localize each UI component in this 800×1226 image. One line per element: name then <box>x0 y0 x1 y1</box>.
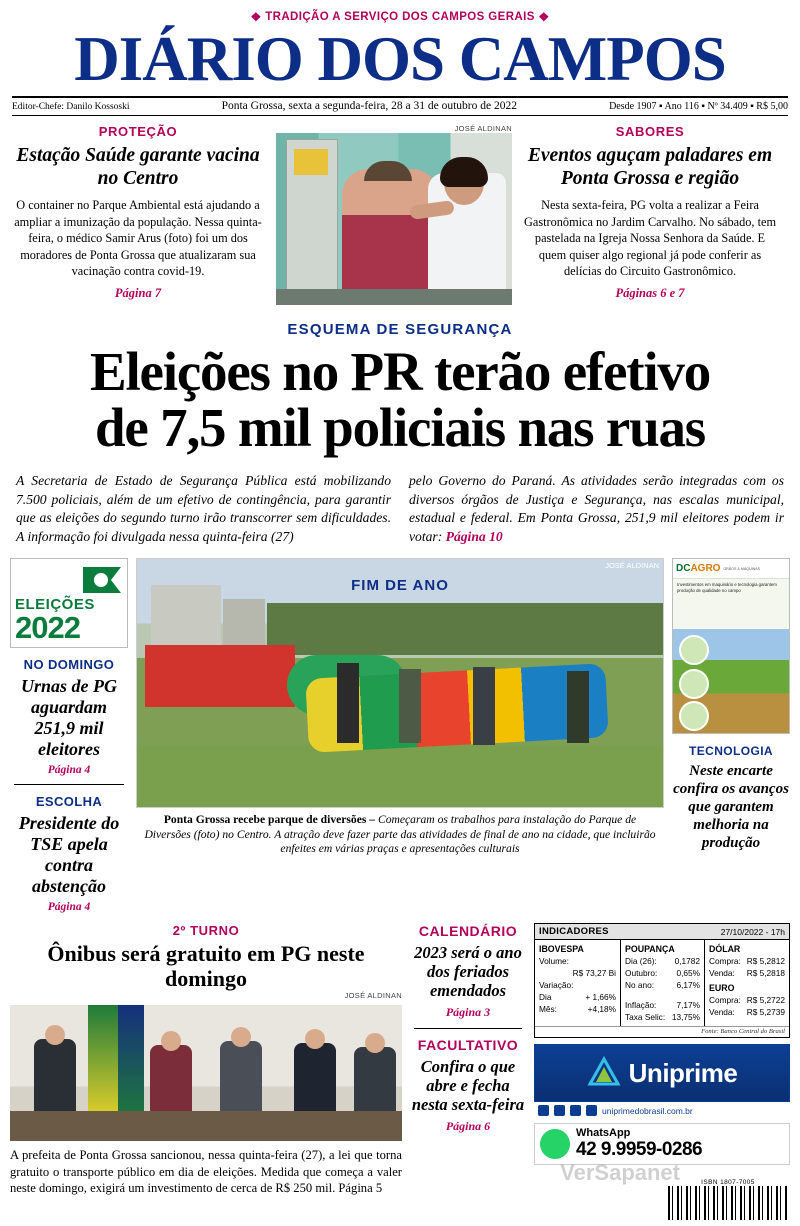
briefs-column <box>410 923 526 1197</box>
row-value: 0,65% <box>676 968 700 978</box>
row-label: Mês: <box>539 1004 557 1014</box>
indicators-and-ads <box>534 923 790 1197</box>
main-headline <box>10 341 790 458</box>
row-value: +4,18% <box>587 1004 616 1014</box>
headline-protecao: Estação Saúde garante vacina no Centro <box>16 145 260 189</box>
row-value: R$ 5,2812 <box>746 956 785 966</box>
youtube-icon[interactable] <box>570 1105 581 1116</box>
page-title: DIÁRIO DOS CAMPOS <box>74 24 726 94</box>
facebook-icon[interactable] <box>586 1105 597 1116</box>
row-label: Compra: <box>709 995 741 1005</box>
row-value: R$ 5,2722 <box>746 995 785 1005</box>
row-value: 7,17% <box>676 1000 700 1010</box>
agro-logo-text: DCAGRO <box>676 563 721 574</box>
page-ref-facultativo[interactable]: Página 6 <box>445 1119 491 1133</box>
fleur-icon: ❖ <box>538 10 550 24</box>
headline-sabores: Eventos aguçam paladares em Ponta Grossa e região <box>527 145 773 189</box>
watermark: VerSapanet <box>560 1160 680 1185</box>
kicker-calendario: CALENDÁRIO <box>418 923 518 939</box>
whatsapp-label: WhatsApp <box>576 1127 631 1139</box>
col-header-dolar: DÓLAR <box>709 944 741 954</box>
tagline-text: TRADIÇÃO A SERVIÇO DOS CAMPOS GERAIS <box>265 11 535 23</box>
ad-whatsapp[interactable] <box>534 1123 790 1165</box>
page-ref-escolha[interactable]: Página 4 <box>47 901 91 913</box>
body-sabores: Nesta sexta-feira, PG volta a realizar a Feira Gastronômica no Jardim Carvalho. No sábado, tem pastelada na Igreja Nossa Senhora da Saúde. E quem quiser algo regional já pode conferir as delícias do Circuito Gastronômico. <box>523 198 777 278</box>
top-photo-column <box>276 124 512 305</box>
isbn-text: ISBN 1807-7005 <box>701 1179 755 1186</box>
dateline: Ponta Grossa, sexta a segunda-feira, 28 a 31 de outubro de 2022 <box>221 100 517 112</box>
row-value: + 1,66% <box>585 992 616 1002</box>
uniprime-name: Uniprime <box>628 1057 738 1088</box>
lower-section <box>10 923 790 1197</box>
story-sabores <box>522 124 778 305</box>
kicker-2-turno: 2º TURNO <box>172 923 240 938</box>
photo-vaccination <box>276 133 512 305</box>
row-value: 6,17% <box>676 980 700 990</box>
middle-band <box>10 558 790 913</box>
main-headline-line2: de 7,5 mil policiais nas ruas <box>95 397 705 458</box>
ad-dc-agro[interactable] <box>672 558 790 734</box>
row-label: Taxa Selic: <box>625 1012 666 1022</box>
row-value: R$ 5,2818 <box>746 968 785 978</box>
uniprime-logo-icon <box>587 1056 621 1090</box>
kicker-sabores: SABORES <box>615 124 685 139</box>
col-header-poupanca: POUPANÇA <box>625 944 675 954</box>
caption-lead: Ponta Grossa recebe parque de diversões – <box>163 813 376 826</box>
page-ref-sabores[interactable]: Páginas 6 e 7 <box>615 285 685 300</box>
uniprime-website[interactable]: uniprimedobrasil.com.br <box>602 1105 693 1116</box>
page-ref-calendario[interactable]: Página 3 <box>445 1005 491 1019</box>
page-ref-bus-free[interactable]: Página 5 <box>338 1181 383 1195</box>
photo-city-hall <box>10 1005 402 1141</box>
text-tecnologia: Neste encarte confira os avanços que garantem melhoria na produção <box>673 763 789 851</box>
kicker-tecnologia: TECNOLOGIA <box>689 744 773 758</box>
agro-ad-text: Investimentos em maquinário e tecnologia garantem produção de qualidade no campo <box>677 582 777 593</box>
kicker-main-story: ESQUEMA DE SEGURANÇA <box>287 321 513 338</box>
instagram-icon[interactable] <box>538 1105 549 1116</box>
col-header-euro: EURO <box>709 983 735 993</box>
divider <box>414 1028 522 1029</box>
row-label: No ano: <box>625 980 655 990</box>
elections-logo-small: ELEIÇÕES <box>15 596 95 613</box>
page-ref-protecao[interactable]: Página 7 <box>114 285 162 300</box>
headline-facultativo: Confira o que abre e fecha nesta sexta-feira <box>411 1057 525 1114</box>
agro-logo-sub: GRÃOS & MÁQUINAS <box>723 566 760 571</box>
headline-bus-free: Ônibus será gratuito em PG neste domingo <box>47 941 365 991</box>
row-label: Compra: <box>709 956 741 966</box>
row-label: Dia (26): <box>625 956 657 966</box>
indicators-title: INDICADORES <box>539 926 609 937</box>
indicators-datetime: 27/10/2022 - 17h <box>720 926 785 937</box>
ad-uniprime[interactable] <box>534 1044 790 1102</box>
indicators-col-poupanca <box>621 940 705 1026</box>
photo-caption <box>136 808 664 857</box>
headline-calendario: 2023 será o ano dos feriados emendados <box>414 943 522 1000</box>
body-protecao: O container no Parque Ambiental está ajudando a ampliar a imunização da população. Nessa quinta-feira, o médico Samir Arus (foto) foi um dos moradores de Ponta Grossa que atualizaram sua vacinação contra covid-19. <box>14 198 262 278</box>
barcode-bars <box>668 1186 788 1220</box>
row-label: Volume: <box>539 956 569 966</box>
photo-credit: JOSÉ ALDINAN <box>454 124 512 133</box>
lede-right <box>409 472 784 546</box>
row-value: 13,75% <box>671 1012 700 1022</box>
masthead-meta <box>10 98 790 112</box>
agro-ad-column <box>672 558 790 913</box>
indicators-col-currency <box>705 940 789 1026</box>
headline-escolha: Presidente do TSE apela contra abstenção <box>18 813 120 896</box>
story-protecao <box>10 124 266 305</box>
indicators-source: Fonte: Banco Central do Brasil <box>535 1026 789 1037</box>
top-stories-block <box>10 124 790 305</box>
divider <box>12 115 788 116</box>
row-label: Variação: <box>539 980 574 990</box>
row-value: R$ 5,2739 <box>746 1007 785 1017</box>
masthead-tagline <box>10 0 790 24</box>
main-lede <box>10 472 790 546</box>
elections-logo-big: 2022 <box>15 610 80 645</box>
indicators-box <box>534 923 790 1038</box>
barcode <box>668 1179 788 1220</box>
kicker-facultativo: FACULTATIVO <box>417 1037 519 1053</box>
row-label: Outubro: <box>625 968 658 978</box>
photo-credit: JOSÉ ALDINAN <box>344 991 402 1000</box>
story-bus-free <box>10 923 402 1197</box>
kicker-no-domingo: NO DOMINGO <box>23 657 115 672</box>
divider <box>14 784 124 785</box>
lede-right-text: pelo Governo do Paraná. As atividades serão integradas com os diversos órgãos de Justiça e Segurança, nas escalas municipal, estadual e federal. Em Ponta Grossa, 251,9 mil eleitores podem ir votar: <box>409 473 784 544</box>
body-bus-free <box>10 1147 402 1197</box>
indicators-header <box>535 924 789 940</box>
elections-logo <box>10 558 128 648</box>
twitter-icon[interactable] <box>554 1105 565 1116</box>
kicker-protecao: PROTEÇÃO <box>98 124 178 139</box>
whatsapp-number: 42 9.9959-0286 <box>576 1139 703 1160</box>
flag-icon <box>81 563 125 597</box>
headline-no-domingo: Urnas de PG aguardam 251,9 mil eleitores <box>20 676 117 759</box>
edition-info: Desde 1907 ▪ Ano 116 ▪ Nº 34.409 ▪ R$ 5,00 <box>609 101 788 112</box>
main-headline-line1: Eleições no PR terão efetivo <box>89 341 711 402</box>
photo-amusement-park <box>136 558 664 808</box>
page-ref-no-domingo[interactable]: Página 4 <box>47 764 91 776</box>
elections-column <box>10 558 128 913</box>
lede-left: A Secretaria de Estado de Segurança Pública está mobilizando 7.500 policiais, além de um efetivo de contingência, para garantir que as eleições do segundo turno irão transcorrer sem dificuldades. A informação foi divulgada nessa quinta-feira (27) <box>16 473 391 544</box>
photo-label-fim-de-ano: FIM DE ANO <box>351 577 449 594</box>
kicker-escolha: ESCOLHA <box>35 794 103 809</box>
editor-name: Editor-Chefe: Danilo Kossoski <box>12 102 130 112</box>
caption-text: Começaram os trabalhos para instalação do Parque de Diversões (foto) no Centro. A atração deve fazer parte das atividades de final de ano na cidade, que incluirão enfeites em várias praças e apresentações culturais <box>144 813 656 855</box>
row-value: 0,1782 <box>674 956 700 966</box>
row-label: Dia <box>539 992 552 1002</box>
body-text: A prefeita de Ponta Grossa sancionou, nessa quinta-feira (27), a lei que torna gratuito o transporte público em dia de eleições. Medida que começa a valer neste domingo, exigirá um investimento de cerca de R$ 250 mil. <box>10 1148 402 1195</box>
agro-ad-image <box>673 629 789 733</box>
row-value: R$ 73,27 Bi <box>572 968 616 978</box>
fleur-icon: ❖ <box>250 10 262 24</box>
page-ref-main[interactable]: Página 10 <box>445 528 503 544</box>
col-header-ibovespa: IBOVESPA <box>539 944 584 954</box>
whatsapp-icon <box>540 1129 570 1159</box>
feature-photo-block <box>136 558 664 913</box>
row-label: Venda: <box>709 1007 735 1017</box>
row-label: Venda: <box>709 968 735 978</box>
photo-credit: JOSÉ ALDINAN <box>605 561 659 570</box>
row-label: Inflação: <box>625 1000 657 1010</box>
indicators-col-ibovespa <box>535 940 621 1026</box>
uniprime-footer <box>534 1102 790 1119</box>
